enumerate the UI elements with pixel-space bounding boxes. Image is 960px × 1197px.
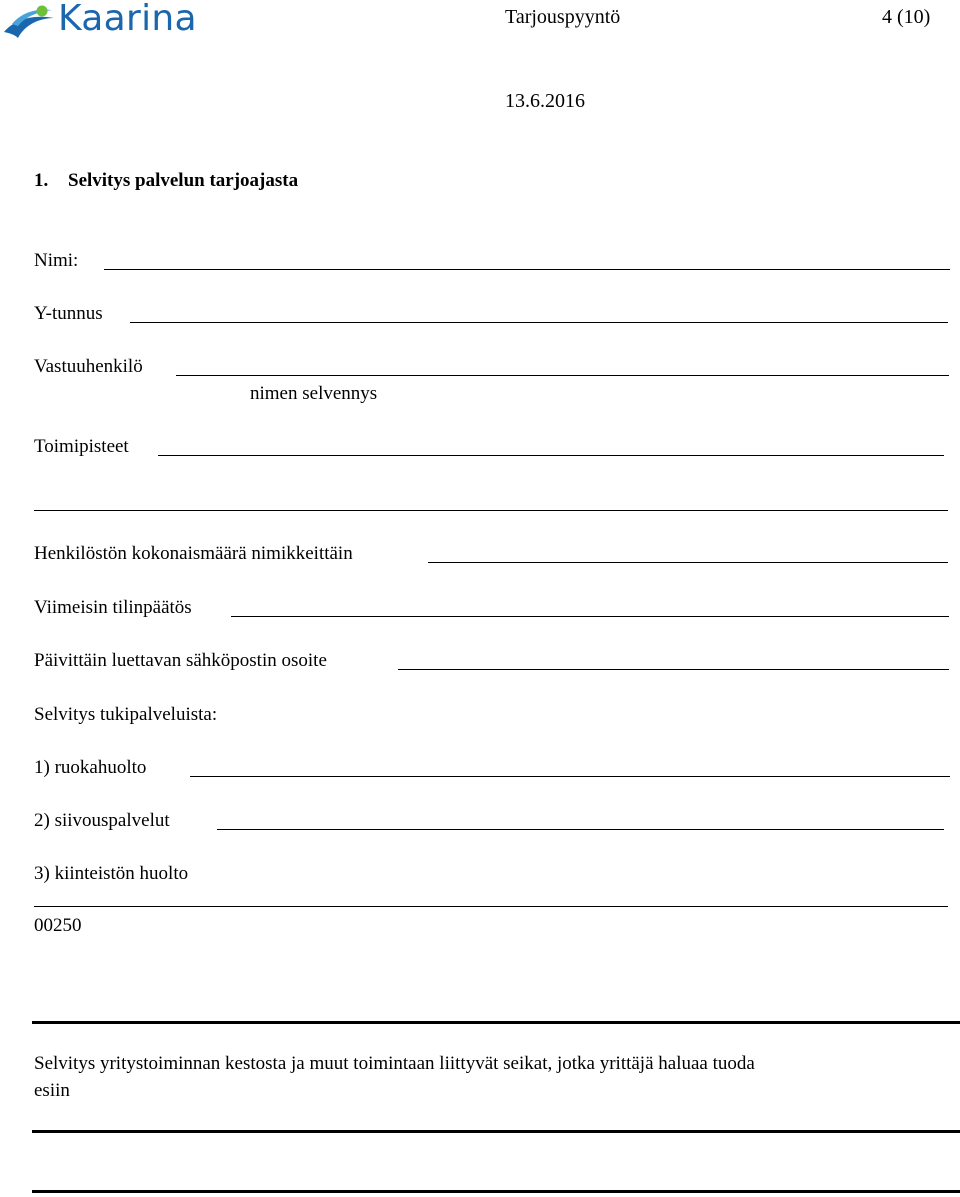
contact-person-label: Vastuuhenkilö bbox=[34, 356, 143, 377]
business-id-field-line[interactable] bbox=[130, 322, 948, 323]
locations-field-line-2[interactable] bbox=[34, 510, 948, 511]
maintenance-label: 3) kiinteistön huolto bbox=[34, 863, 189, 884]
section-title: Selvitys palvelun tarjoajasta bbox=[68, 170, 299, 191]
section-number: 1. bbox=[34, 170, 49, 191]
cleaning-label: 2) siivouspalvelut bbox=[34, 810, 170, 831]
kaarina-logo bbox=[2, 2, 202, 42]
name-label: Nimi: bbox=[34, 250, 79, 271]
financials-label: Viimeisin tilinpäätös bbox=[34, 597, 192, 618]
answer-line-1[interactable] bbox=[32, 1130, 960, 1133]
name-clarification-caption: nimen selvennys bbox=[250, 383, 378, 404]
email-field-line[interactable] bbox=[398, 669, 949, 670]
support-services-heading: Selvitys tukipalveluista: bbox=[34, 704, 218, 725]
document-date: 13.6.2016 bbox=[505, 90, 585, 112]
document-type: Tarjouspyyntö bbox=[505, 6, 621, 28]
logo-wordmark: Kaarina bbox=[58, 0, 197, 39]
footer-code: 00250 bbox=[34, 915, 82, 936]
locations-label: Toimipisteet bbox=[34, 436, 129, 457]
cleaning-field-line[interactable] bbox=[217, 829, 944, 830]
cost-section-text: Selvitys yritystoiminnan kestosta ja muut toimintaan liittyvät seikat, jotka yrittäjä haluaa tuoda bbox=[34, 1053, 755, 1074]
contact-person-field-line[interactable] bbox=[176, 375, 949, 376]
staff-count-label: Henkilöstön kokonaismäärä nimikkeittäin bbox=[34, 543, 353, 564]
business-id-label: Y-tunnus bbox=[34, 303, 103, 324]
wave-swoosh-icon bbox=[2, 2, 58, 42]
maintenance-field-line[interactable] bbox=[34, 906, 948, 907]
catering-field-line[interactable] bbox=[190, 776, 950, 777]
financials-field-line[interactable] bbox=[231, 616, 949, 617]
staff-count-field-line[interactable] bbox=[428, 562, 948, 563]
page-number: 4 (10) bbox=[882, 6, 931, 28]
email-label: Päivittäin luettavan sähköpostin osoite bbox=[34, 650, 327, 671]
cost-section-text-continued: esiin bbox=[34, 1080, 70, 1101]
section-divider-top bbox=[32, 1021, 960, 1024]
catering-label: 1) ruokahuolto bbox=[34, 757, 147, 778]
answer-line-2[interactable] bbox=[32, 1190, 960, 1193]
locations-field-line[interactable] bbox=[158, 455, 944, 456]
name-field-line[interactable] bbox=[104, 269, 950, 270]
